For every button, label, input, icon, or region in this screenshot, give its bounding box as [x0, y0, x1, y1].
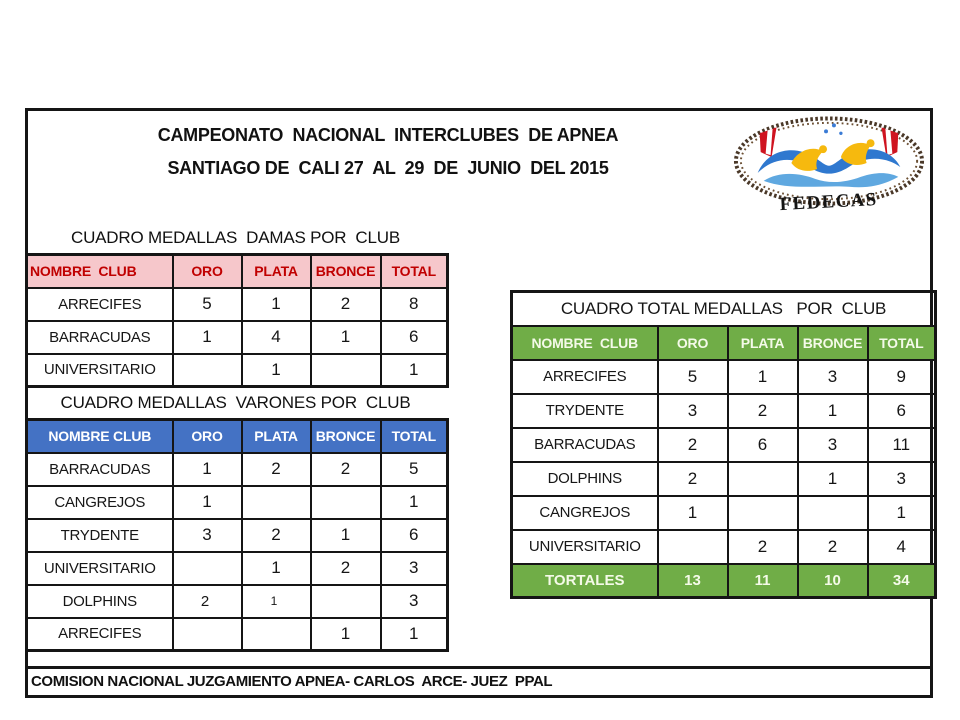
cell-oro	[173, 552, 242, 585]
cell-oro: 2	[658, 462, 728, 496]
cell-bronce	[311, 486, 381, 519]
table-row	[512, 394, 936, 428]
cell-club: BARRACUDAS	[27, 321, 173, 354]
cell-bronce: 3	[798, 360, 868, 394]
damas-col-plata: PLATA	[242, 255, 311, 288]
cell-plata: 1	[728, 360, 798, 394]
table-row	[512, 462, 936, 496]
cell-oro: 1	[658, 496, 728, 530]
varones-col-club: NOMBRE CLUB	[27, 420, 173, 453]
logo-star-2	[832, 123, 836, 127]
cell-club: ARRECIFES	[512, 360, 658, 394]
cell-total: 1	[868, 496, 936, 530]
total-table-title: CUADRO TOTAL MEDALLAS POR CLUB	[512, 292, 936, 326]
cell-oro	[173, 618, 242, 651]
cell-club: CANGREJOS	[512, 496, 658, 530]
totals-row	[512, 564, 936, 598]
table-row	[27, 288, 448, 321]
cell-total: 3	[381, 585, 448, 618]
cell-oro: 5	[173, 288, 242, 321]
logo-yellow-head-right	[867, 139, 875, 147]
totals-total: 34	[868, 564, 936, 598]
cell-oro: 1	[173, 321, 242, 354]
sheet-border	[25, 108, 933, 698]
cell-club: BARRACUDAS	[27, 453, 173, 486]
cell-oro: 2	[173, 585, 242, 618]
logo-yellow-head-left	[819, 145, 827, 153]
judging-commission-footer: COMISION NACIONAL JUZGAMIENTO APNEA- CARLOS ARCE- JUEZ PPAL	[28, 666, 930, 695]
cell-total: 8	[381, 288, 448, 321]
cell-club: BARRACUDAS	[512, 428, 658, 462]
cell-bronce	[311, 354, 381, 387]
total-medal-table	[510, 290, 937, 599]
cell-club: UNIVERSITARIO	[27, 354, 173, 387]
total-col-total: TOTAL	[868, 326, 936, 360]
logo-star-1	[824, 129, 828, 133]
left-tables-column	[25, 223, 446, 652]
table-row	[27, 519, 448, 552]
cell-plata	[728, 496, 798, 530]
cell-total: 11	[868, 428, 936, 462]
cell-total: 1	[381, 354, 448, 387]
cell-club: UNIVERSITARIO	[27, 552, 173, 585]
cell-bronce: 1	[798, 462, 868, 496]
total-table-column	[510, 290, 934, 599]
cell-club: CANGREJOS	[27, 486, 173, 519]
cell-oro: 1	[173, 453, 242, 486]
cell-total: 1	[381, 486, 448, 519]
total-col-plata: PLATA	[728, 326, 798, 360]
varones-col-total: TOTAL	[381, 420, 448, 453]
damas-col-bronce: BRONCE	[311, 255, 381, 288]
cell-club: TRYDENTE	[512, 394, 658, 428]
varones-medal-table	[25, 418, 449, 652]
table-row	[27, 618, 448, 651]
cell-plata: 6	[728, 428, 798, 462]
logo-wave-main	[758, 149, 901, 173]
cell-club: ARRECIFES	[27, 618, 173, 651]
cell-bronce	[311, 585, 381, 618]
cell-total: 4	[868, 530, 936, 564]
damas-header-row	[27, 255, 448, 288]
totals-bronce: 10	[798, 564, 868, 598]
cell-plata: 2	[728, 530, 798, 564]
total-title-row	[512, 292, 936, 326]
cell-plata: 2	[728, 394, 798, 428]
totals-plata: 11	[728, 564, 798, 598]
totals-oro: 13	[658, 564, 728, 598]
totals-label: TORTALES	[512, 564, 658, 598]
cell-oro: 1	[173, 486, 242, 519]
title-line-1: CAMPEONATO NACIONAL INTERCLUBES DE APNEA	[157, 125, 619, 145]
cell-bronce: 2	[311, 288, 381, 321]
logo-wordmark: FEDECAS	[779, 189, 879, 216]
cell-total: 3	[868, 462, 936, 496]
cell-total: 3	[381, 552, 448, 585]
cell-plata	[728, 462, 798, 496]
table-row	[512, 530, 936, 564]
total-col-club: NOMBRE CLUB	[512, 326, 658, 360]
total-col-oro: ORO	[658, 326, 728, 360]
cell-club: DOLPHINS	[27, 585, 173, 618]
cell-bronce: 1	[311, 519, 381, 552]
damas-col-club: NOMBRE CLUB	[27, 255, 173, 288]
fedecas-logo-graphic	[730, 111, 928, 217]
cell-oro: 3	[658, 394, 728, 428]
table-row	[27, 486, 448, 519]
logo-star-3	[839, 132, 842, 135]
cell-bronce: 2	[798, 530, 868, 564]
cell-bronce: 1	[311, 321, 381, 354]
damas-col-total: TOTAL	[381, 255, 448, 288]
cell-total: 6	[868, 394, 936, 428]
table-row	[512, 428, 936, 462]
total-col-bronce: BRONCE	[798, 326, 868, 360]
cell-club: UNIVERSITARIO	[512, 530, 658, 564]
varones-col-plata: PLATA	[242, 420, 311, 453]
cell-total: 1	[381, 618, 448, 651]
damas-col-oro: ORO	[173, 255, 242, 288]
cell-plata	[242, 618, 311, 651]
cell-bronce: 2	[311, 453, 381, 486]
cell-bronce	[798, 496, 868, 530]
total-header-row	[512, 326, 936, 360]
varones-table-title: CUADRO MEDALLAS VARONES POR CLUB	[60, 393, 411, 412]
table-row	[512, 360, 936, 394]
cell-club: DOLPHINS	[512, 462, 658, 496]
cell-bronce: 2	[311, 552, 381, 585]
cell-plata: 1	[242, 585, 311, 618]
cell-total: 9	[868, 360, 936, 394]
title-line-2: SANTIAGO DE CALI 27 AL 29 DE JUNIO DEL 2015	[167, 158, 609, 178]
table-row	[512, 496, 936, 530]
cell-total: 6	[381, 519, 448, 552]
cell-oro: 5	[658, 360, 728, 394]
logo-wave-lower	[764, 173, 899, 187]
cell-plata: 4	[242, 321, 311, 354]
cell-plata: 1	[242, 552, 311, 585]
varones-col-bronce: BRONCE	[311, 420, 381, 453]
fedecas-logo	[730, 111, 928, 217]
cell-total: 6	[381, 321, 448, 354]
cell-plata: 2	[242, 519, 311, 552]
cell-plata	[242, 486, 311, 519]
cell-oro	[173, 354, 242, 387]
damas-medal-table	[25, 253, 449, 388]
table-row	[27, 321, 448, 354]
cell-plata: 1	[242, 354, 311, 387]
table-row	[27, 552, 448, 585]
document-header	[88, 119, 688, 185]
varones-col-oro: ORO	[173, 420, 242, 453]
cell-club: ARRECIFES	[27, 288, 173, 321]
table-row	[27, 354, 448, 387]
cell-oro	[658, 530, 728, 564]
cell-oro: 3	[173, 519, 242, 552]
table-row	[27, 453, 448, 486]
cell-bronce: 1	[798, 394, 868, 428]
table-row	[27, 585, 448, 618]
cell-bronce: 3	[798, 428, 868, 462]
cell-plata: 1	[242, 288, 311, 321]
cell-bronce: 1	[311, 618, 381, 651]
cell-plata: 2	[242, 453, 311, 486]
cell-club: TRYDENTE	[27, 519, 173, 552]
damas-table-title: CUADRO MEDALLAS DAMAS POR CLUB	[71, 228, 400, 247]
cell-total: 5	[381, 453, 448, 486]
varones-header-row	[27, 420, 448, 453]
cell-oro: 2	[658, 428, 728, 462]
